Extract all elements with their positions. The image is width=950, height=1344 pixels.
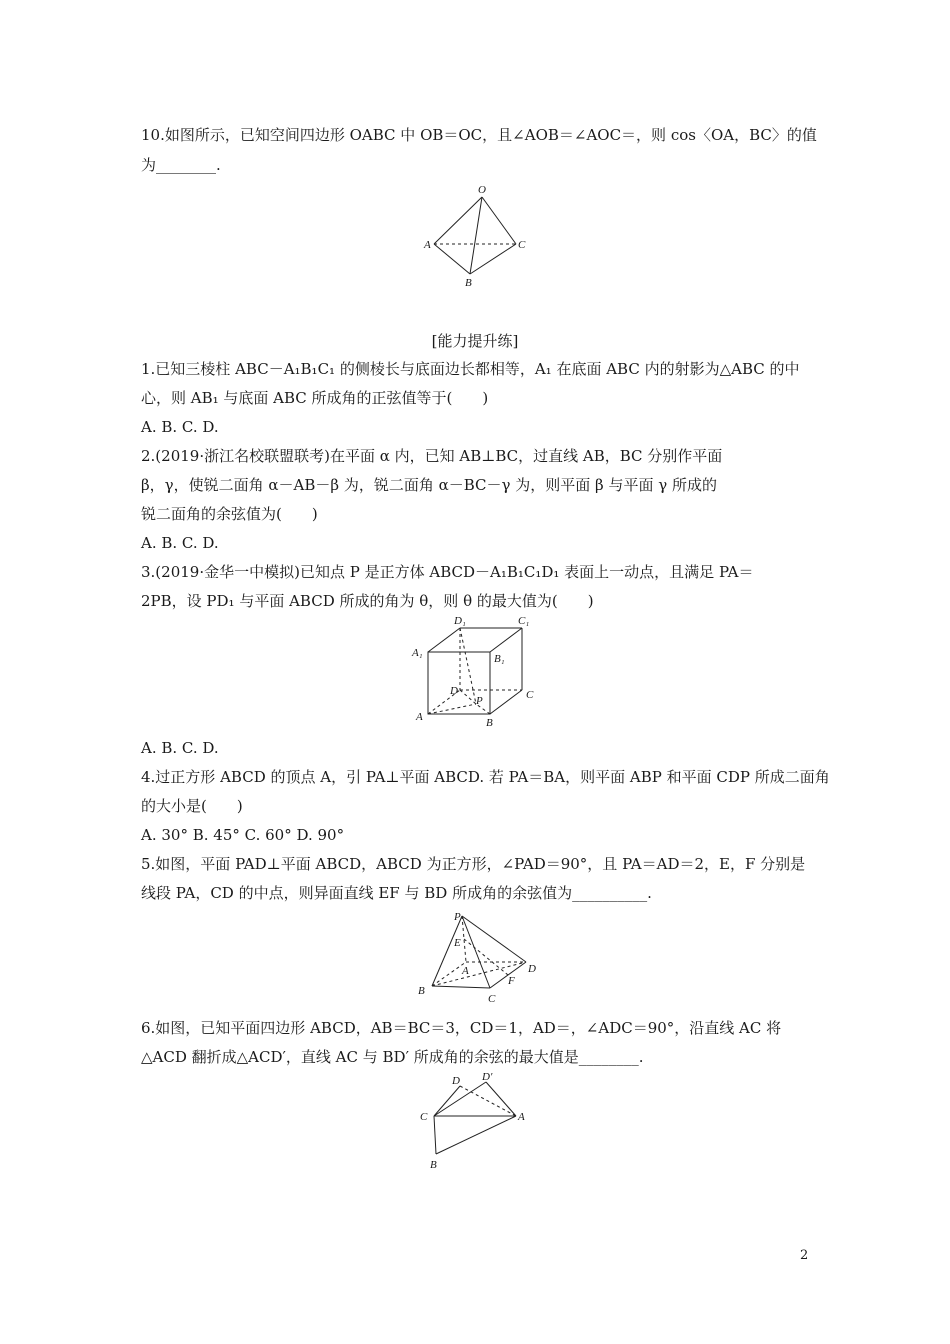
label-C: C xyxy=(526,689,534,701)
label-P: P xyxy=(454,911,461,923)
label-A: A xyxy=(424,239,431,251)
problem-1-options: A. B. C. D. xyxy=(141,418,219,436)
label-A1: A₁ xyxy=(412,647,423,659)
label-B: B xyxy=(486,717,493,729)
label-B: B xyxy=(465,277,472,289)
problem-10-line-1: 10.如图所示，已知空间四边形 OABC 中 OB＝OC，且∠AOB＝∠AOC＝，则 cos〈OA，BC〉的值 xyxy=(141,126,817,144)
figure-cube xyxy=(408,612,548,736)
label-C: C xyxy=(420,1111,428,1123)
label-C: C xyxy=(518,239,526,251)
figure-tetrahedron xyxy=(420,180,530,294)
label-D: D xyxy=(528,963,536,975)
figure-folded-quadrilateral xyxy=(412,1068,542,1182)
label-F: F xyxy=(508,975,515,987)
label-C1: C₁ xyxy=(518,615,530,627)
label-D-prime: D′ xyxy=(482,1071,493,1083)
problem-2-line-3: 锐二面角的余弦值为( ) xyxy=(141,505,318,523)
problem-4-line-2: 的大小是( ) xyxy=(141,797,243,815)
problem-2-line-1: 2.(2019·浙江名校联盟联考)在平面 α 内，已知 AB⊥BC，过直线 AB，BC 分别作平面 xyxy=(141,447,723,465)
problem-1-line-2: 心，则 AB₁ 与底面 ABC 所成角的正弦值等于( ) xyxy=(141,389,489,407)
label-A: A xyxy=(416,711,423,723)
problem-1-line-1: 1.已知三棱柱 ABC－A₁B₁C₁ 的侧棱长与底面边长都相等，A₁ 在底面 ABC 内的射影为△ABC 的中 xyxy=(141,360,800,378)
section-title: [能力提升练] xyxy=(431,332,519,350)
problem-2-line-2: β，γ，使锐二面角 α－AB－β 为，锐二面角 α－BC－γ 为，则平面 β 与平面 γ 所成的 xyxy=(141,476,717,494)
page-number: 2 xyxy=(800,1248,809,1263)
problem-10-line-2: 为________. xyxy=(141,156,221,174)
problem-3-line-2: 2PB，设 PD₁ 与平面 ABCD 所成的角为 θ，则 θ 的最大值为( ) xyxy=(141,592,594,610)
folded-quad-svg xyxy=(412,1068,542,1178)
label-B: B xyxy=(418,985,425,997)
figure-pyramid xyxy=(410,908,550,1008)
problem-2-options: A. B. C. D. xyxy=(141,534,219,552)
problem-4-options: A. 30° B. 45° C. 60° D. 90° xyxy=(141,826,345,844)
label-E: E xyxy=(454,937,461,949)
problem-3-options: A. B. C. D. xyxy=(141,739,219,757)
problem-6-line-1: 6.如图，已知平面四边形 ABCD，AB＝BC＝3，CD＝1，AD＝，∠ADC＝90°，沿直线 AC 将 xyxy=(141,1019,782,1037)
label-D: D xyxy=(452,1075,460,1087)
tetrahedron-svg xyxy=(420,180,530,290)
label-P: P xyxy=(476,695,483,707)
label-D1: D₁ xyxy=(454,615,466,627)
problem-5-line-2: 线段 PA，CD 的中点，则异面直线 EF 与 BD 所成角的余弦值为__________. xyxy=(141,884,652,902)
problem-4-line-1: 4.过正方形 ABCD 的顶点 A，引 PA⊥平面 ABCD. 若 PA＝BA，则平面 ABP 和平面 CDP 所成二面角 xyxy=(141,768,830,786)
cube-svg xyxy=(408,612,548,732)
label-A: A xyxy=(518,1111,525,1123)
label-B: B xyxy=(430,1159,437,1171)
problem-5-line-1: 5.如图，平面 PAD⊥平面 ABCD，ABCD 为正方形，∠PAD＝90°，且 PA＝AD＝2，E，F 分别是 xyxy=(141,855,806,873)
label-O: O xyxy=(478,184,486,196)
label-B1: B₁ xyxy=(494,653,505,665)
label-D: D xyxy=(450,685,458,697)
problem-6-line-2: △ACD 翻折成△ACD′，直线 AC 与 BD′ 所成角的余弦的最大值是________. xyxy=(141,1048,644,1066)
label-A: A xyxy=(462,965,469,977)
label-C: C xyxy=(488,993,496,1004)
pyramid-svg xyxy=(410,908,550,1004)
problem-3-line-1: 3.(2019·金华一中模拟)已知点 P 是正方体 ABCD－A₁B₁C₁D₁ 表面上一动点，且满足 PA＝ xyxy=(141,563,754,581)
